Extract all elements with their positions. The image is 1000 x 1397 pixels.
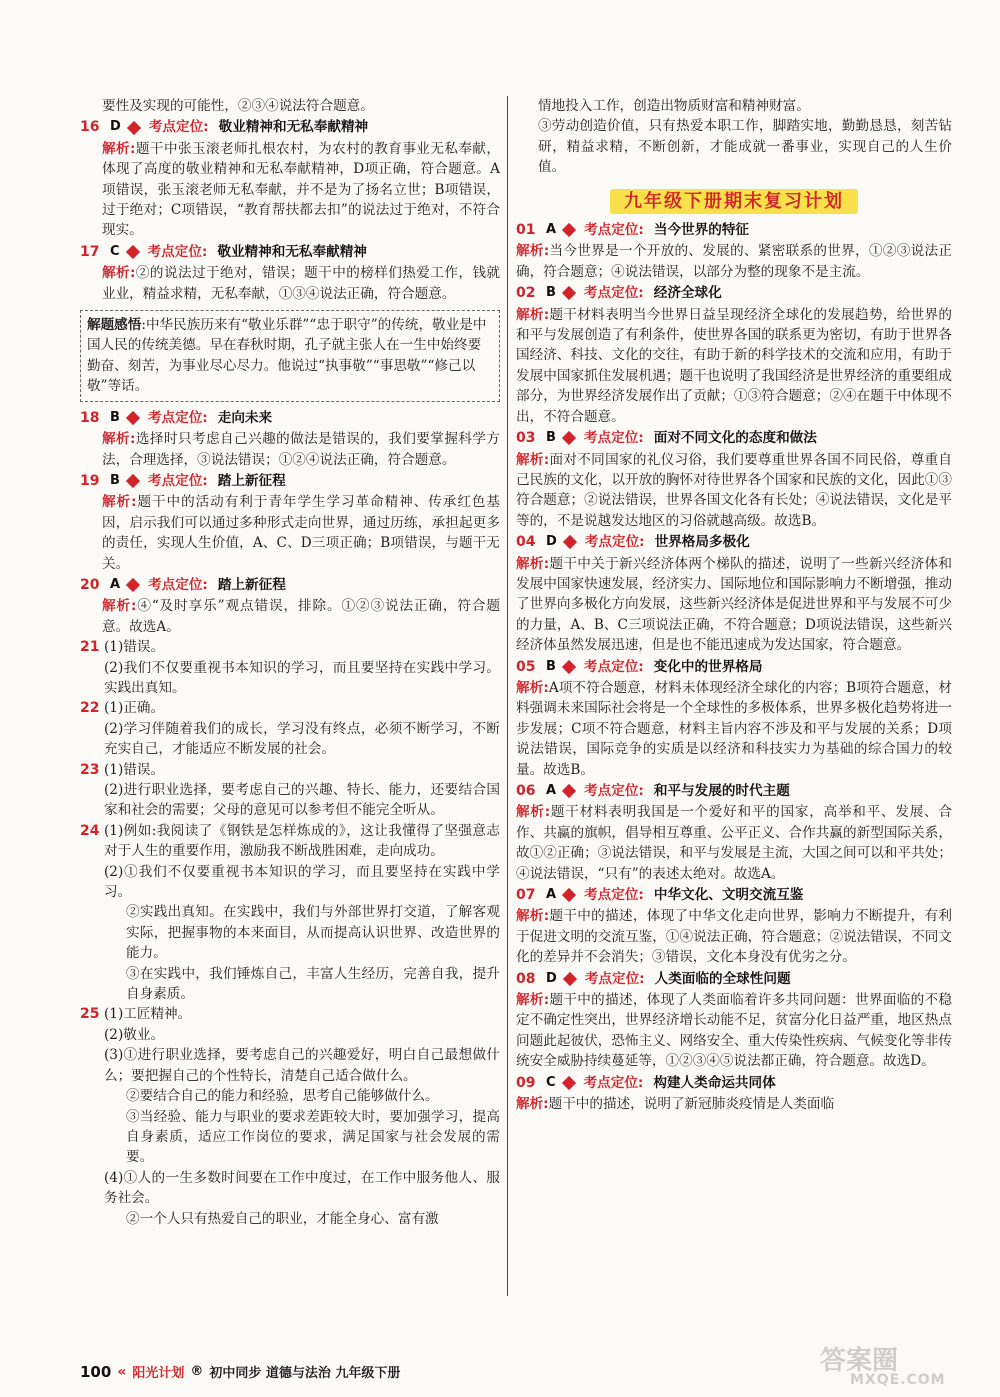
answer-letter: A <box>546 887 557 903</box>
question-number: 02 <box>516 285 536 302</box>
analysis-label: 解析: <box>516 908 550 925</box>
topic: 中华文化、文明交流互鉴 <box>653 887 804 904</box>
analysis-label: 解析: <box>516 1096 549 1113</box>
locate-label: 考点定位: <box>583 285 644 302</box>
analysis-text: 题干中的描述，体现了人类面临着许多共同问题：世界面临的不稳定不确定性突出，世界经济增长动能不足，贫富分化日益严重，地区热点问题此起彼伏，恐怖主义、网络安全、重大传染性疾病、气候变化等非传统安全威胁持续蔓延等，①②③④⑤说法都正确，符合题意。故选D。 <box>516 992 953 1070</box>
analysis-text: ②的说法过于绝对，错误；题干中的榜样们热爱工作，钱就业业，精益求精，无私奉献，①③④说法正确，符合题意。 <box>102 265 501 302</box>
question-number: 25 <box>80 1006 100 1023</box>
left-column <box>80 96 500 1229</box>
answer-letter: A <box>546 222 557 238</box>
analysis-text: ④“及时享乐”观点错误，排除。①②③说法正确，符合题意。故选A。 <box>102 598 501 635</box>
answer-letter: D <box>546 970 557 986</box>
answer-line: (3)①进行职业选择，要考虑自己的兴趣爱好，明白自己最想做什么；要把握自己的个性特长，清楚自己适合做什么。 <box>104 1047 500 1084</box>
analysis-text: 题干中的活动有利于青年学生学习革命精神、传承红色基因，启示我们可以通过多种形式走向世界，通过历练，承担起更多的责任，实现人生价值，A、C、D三项正确；B项错误，与题干无关。 <box>102 494 500 572</box>
answer-line: ②实践出真知。在实践中，我们与外部世界打交道，了解客观实际，把握事物的本来面目，从而提高认识世界、改造世界的能力。 <box>126 904 500 962</box>
analysis-label: 解析: <box>516 243 550 260</box>
diamond-icon <box>562 431 576 445</box>
brand-name: 阳光计划 <box>132 1366 185 1381</box>
continued-text: ③劳动创造价值，只有热爱本职工作，脚踏实地，勤勤恳恳，刻苦钻研，精益求精，不断创新，才能成就一番事业，实现自己的人生价值。 <box>538 118 952 176</box>
diamond-icon <box>563 535 577 549</box>
topic: 敬业精神和无私奉献精神 <box>218 119 369 136</box>
analysis-text: 当今世界是一个开放的、发展的、紧密联系的世界，①②③说法正确，符合题意；④说法错误，以部分为整的现象不是主流。 <box>516 243 953 280</box>
answer-line: (2)敬业。 <box>104 1026 165 1043</box>
analysis-text: 题干材料表明当今世界日益呈现经济全球化的发展趋势，给世界的和平与发展创造了有利条件，使世界各国的联系更为密切，有助于世界各国经济、科技、文化的交往，有助于新的科学技术的交流和应用，有助于发展中国家抓住发展机遇；题干也说明了我国经济是世界经济的重要组成部分，为世界经济发展作出了贡献；①③符合题意；②④在题干中体现不出，不符合题意。 <box>516 306 953 425</box>
question-number: 17 <box>80 243 100 260</box>
question-number: 01 <box>516 222 536 239</box>
locate-label: 考点定位: <box>584 887 644 904</box>
answer-line: (1)例如:我阅读了《钢铁是怎样炼成的》，这让我懂得了坚强意志对于人生的重要作用，激励我不断战胜困难，走向成功。 <box>104 822 500 860</box>
locate-label: 考点定位: <box>583 1074 644 1091</box>
question-number: 22 <box>80 700 100 717</box>
answer-line: (1)正确。 <box>104 700 165 717</box>
locate-label: 考点定位: <box>584 783 644 799</box>
answer-letter: C <box>546 1074 556 1090</box>
answer-02 <box>516 283 952 427</box>
diamond-icon <box>563 972 577 986</box>
question-number: 09 <box>516 1074 536 1091</box>
chevron-left-icon: « <box>117 1363 127 1380</box>
column-divider <box>507 96 508 1296</box>
answer-24 <box>80 821 500 1005</box>
locate-label: 考点定位: <box>148 119 209 136</box>
watermark-text: 答案圈 <box>820 1346 899 1376</box>
question-number: 08 <box>516 970 536 987</box>
page-footer <box>80 1362 400 1381</box>
answer-05 <box>516 657 952 780</box>
analysis-label: 解析: <box>516 451 550 468</box>
topic: 世界格局多极化 <box>654 534 750 551</box>
answer-line: (2)进行职业选择，要考虑自己的兴趣、特长、能力，还要结合国家和社会的需要；父母的意见可以参考但不能完全听从。 <box>104 782 500 819</box>
analysis-label: 解析: <box>102 494 137 511</box>
diamond-icon <box>562 286 576 300</box>
question-number: 03 <box>516 430 536 447</box>
answer-19 <box>80 471 500 574</box>
analysis-label: 解析: <box>516 306 550 323</box>
analysis-text: 题干中的描述，体现了中华文化走向世界，影响力不断提升，有利于促进文明的交流互鉴，①④说法正确，符合题意；②说法错误，不同文化的差异并不会消失；③错误，文化本身没有优劣之分。 <box>516 908 953 966</box>
analysis-label: 解析: <box>516 555 550 572</box>
answer-letter: C <box>110 243 120 259</box>
analysis-label: 解析: <box>516 679 549 696</box>
locate-label: 考点定位: <box>583 658 644 675</box>
diamond-icon <box>126 474 140 488</box>
topic: 敬业精神和无私奉献精神 <box>217 243 367 260</box>
registered-mark: ® <box>190 1364 204 1379</box>
answer-line: (1)错误。 <box>104 761 165 778</box>
answer-line: (2)学习伴随着我们的成长，学习没有终点，必须不断学习，不断充实自己，才能适应不断发展的社会。 <box>104 720 500 758</box>
question-number: 06 <box>516 783 536 799</box>
diamond-icon <box>127 121 141 135</box>
answer-21 <box>80 637 500 698</box>
answer-line: (1)错误。 <box>104 639 165 656</box>
answer-line: ②要结合自己的能力和经验，思考自己能够做什么。 <box>126 1088 439 1105</box>
locate-label: 考点定位: <box>584 534 645 551</box>
diamond-icon <box>562 660 576 674</box>
locate-label: 考点定位: <box>583 430 644 447</box>
diamond-icon <box>562 784 576 798</box>
question-number: 24 <box>80 822 100 839</box>
question-number: 04 <box>516 534 536 551</box>
question-number: 21 <box>80 639 100 656</box>
insight-box <box>80 310 500 402</box>
locate-label: 考点定位: <box>147 409 208 426</box>
answer-letter: A <box>110 576 121 592</box>
answer-letter: B <box>546 285 556 301</box>
answer-20 <box>80 575 500 637</box>
answer-07 <box>516 885 952 968</box>
answer-line: (4)①人的一生多数时间要在工作中度过，在工作中服务他人、服务社会。 <box>104 1169 500 1207</box>
topic: 变化中的世界格局 <box>653 658 763 675</box>
answer-line: (2)①我们不仅要重视书本知识的学习，而且要坚持在实践中学习。 <box>104 863 500 901</box>
analysis-label: 解析: <box>516 992 550 1009</box>
answer-04 <box>516 532 952 655</box>
answer-letter: D <box>110 119 121 135</box>
section-title: 九年级下册期末复习计划 <box>516 192 952 212</box>
analysis-text: A项不符合题意，材料未体现经济全球化的内容；B项符合题意，材料强调未来国际社会将是一个全球性的多极体系，世界多极化趋势将进一步发展；C项不符合题意，材料主旨内容不涉及和平与发展的关系；D项说法错误，国际竞争的实质是以经济和科技实力为基础的综合国力的较量。故选B。 <box>516 679 952 778</box>
analysis-label: 解析: <box>102 431 136 448</box>
diamond-icon <box>562 888 576 902</box>
answer-08 <box>516 969 952 1072</box>
answer-16 <box>80 117 500 240</box>
question-number: 07 <box>516 887 536 904</box>
answer-line: ③当经验、能力与职业的要求差距较大时，要加强学习，提高自身素质，适应工作岗位的要求，满足国家与社会发展的需要。 <box>126 1108 500 1166</box>
analysis-text: 选择时只考虑自己兴趣的做法是错误的，我们要掌握科学方法，合理选择，③说法错误；①②④说法正确，符合题意。 <box>102 431 501 468</box>
answer-17 <box>80 242 500 304</box>
analysis-text: 题干材料表明我国是一个爱好和平的国家，高举和平、发展、合作、共赢的旗帜，倡导相互尊重、公平正义、合作共赢的新型国际关系，故①②正确；③说法错误，和平与发展是主流，大国之间可以和平共处；④说法错误，“只有”的表述太绝对。故选A。 <box>516 804 952 882</box>
answer-letter: B <box>110 409 120 425</box>
continued-text: 情地投入工作，创造出物质财富和精神财富。 <box>538 98 810 114</box>
analysis-text: 面对不同国家的礼仪习俗，我们要尊重世界各国不同民俗，尊重自己民族的文化，以开放的胸怀对待世界各个国家和民族的文化，因此①③符合题意；②说法错误，世界各国文化各有长处；④说法错误，文化是平等的，不是说越发达地区的习俗就越高级。故选B。 <box>516 451 953 529</box>
topic: 经济全球化 <box>653 285 722 302</box>
diamond-icon <box>125 245 139 259</box>
answer-line: ②一个人只有热爱自己的职业，才能全身心、富有激 <box>126 1210 439 1227</box>
locate-label: 考点定位: <box>584 970 645 987</box>
topic: 走向未来 <box>217 409 273 426</box>
question-number: 05 <box>516 658 536 675</box>
topic: 踏上新征程 <box>217 472 286 489</box>
diamond-icon <box>562 223 576 237</box>
diamond-icon <box>126 411 140 425</box>
answer-22 <box>80 698 500 759</box>
analysis-text: 题干中关于新兴经济体两个梯队的描述，说明了一些新兴经济体和发展中国家快速发展，经济实力、国际地位和国际影响力不断增强，推动了世界向多极化方向发展，这些新兴经济体是促进世界和平与发展不可少的力量，A、B、C三项说法正确，不符合题意；D项说法错误，这些新兴经济体虽然发展迅速，但是也不能迅速成为发达国家，符合题意。 <box>516 555 953 654</box>
locate-label: 考点定位: <box>584 222 644 239</box>
locate-label: 考点定位: <box>147 472 208 489</box>
watermark-url: MXQE.COM <box>850 1372 946 1388</box>
answer-letter: B <box>546 658 556 674</box>
locate-label: 考点定位: <box>148 576 208 593</box>
answer-letter: B <box>546 430 556 446</box>
question-number: 20 <box>80 576 100 593</box>
analysis-label: 解析: <box>102 598 137 615</box>
analysis-label: 解析: <box>516 804 551 821</box>
page-number: 100 <box>80 1362 112 1381</box>
question-number: 16 <box>80 119 100 136</box>
answer-line: ③在实践中，我们锤炼自己，丰富人生经历，完善自我，提升自身素质。 <box>126 965 500 1003</box>
topic: 和平与发展的时代主题 <box>653 783 790 799</box>
diamond-icon <box>126 578 140 592</box>
insight-text: :中华民族历来有“敬业乐群”“忠于职守”的传统，敬业是中国人民的传统美德。早在春秋时期，孔子就主张人在一生中始终要勤奋、刻苦，为事业尽心尽力。他说过“执事敬”“事思敬”“修己以敬”等话。 <box>87 317 487 395</box>
topic: 构建人类命运共同体 <box>653 1074 776 1091</box>
question-number: 18 <box>80 409 100 426</box>
intro-text: 要性及实现的可能性，②③④说法符合题意。 <box>102 98 374 114</box>
topic: 面对不同文化的态度和做法 <box>653 430 817 447</box>
insight-label: 解题感悟 <box>87 317 142 334</box>
question-number: 19 <box>80 472 100 489</box>
analysis-text: 题干中的描述，说明了新冠肺炎疫情是人类面临 <box>548 1096 835 1113</box>
topic: 当今世界的特征 <box>653 222 750 239</box>
analysis-label: 解析: <box>102 140 136 157</box>
answer-25 <box>80 1004 500 1228</box>
answer-letter: B <box>110 472 120 488</box>
answer-18 <box>80 408 500 470</box>
answer-03 <box>516 428 952 531</box>
question-number: 23 <box>80 761 100 778</box>
topic: 踏上新征程 <box>217 576 286 593</box>
right-column <box>516 96 952 1115</box>
locate-label: 考点定位: <box>147 243 208 260</box>
diamond-icon <box>561 1076 575 1090</box>
analysis-label: 解析: <box>102 265 136 282</box>
answer-09 <box>516 1073 952 1115</box>
answer-letter: D <box>546 534 557 550</box>
answer-01 <box>516 220 952 282</box>
answer-line: (2)我们不仅要重视书本知识的学习，而且要坚持在实践中学习。实践出真知。 <box>104 659 500 696</box>
analysis-text: 题干中张玉滚老师扎根农村，为农村的教育事业无私奉献，体现了高度的敬业精神和无私奉献精神，D项正确，符合题意。A项错误，张玉滚老师无私奉献，并不是为了扬名立世；B项错误，过于绝对；C项错误，“教育帮扶都去扣”的说法过于绝对，不符合现实。 <box>102 140 501 239</box>
answer-23 <box>80 760 500 821</box>
book-title: 初中同步 道德与法治 九年级下册 <box>209 1366 401 1381</box>
answer-06 <box>516 781 952 884</box>
answer-letter: A <box>546 783 557 798</box>
answer-line: (1)工匠精神。 <box>104 1006 192 1023</box>
topic: 人类面临的全球性问题 <box>654 970 791 987</box>
